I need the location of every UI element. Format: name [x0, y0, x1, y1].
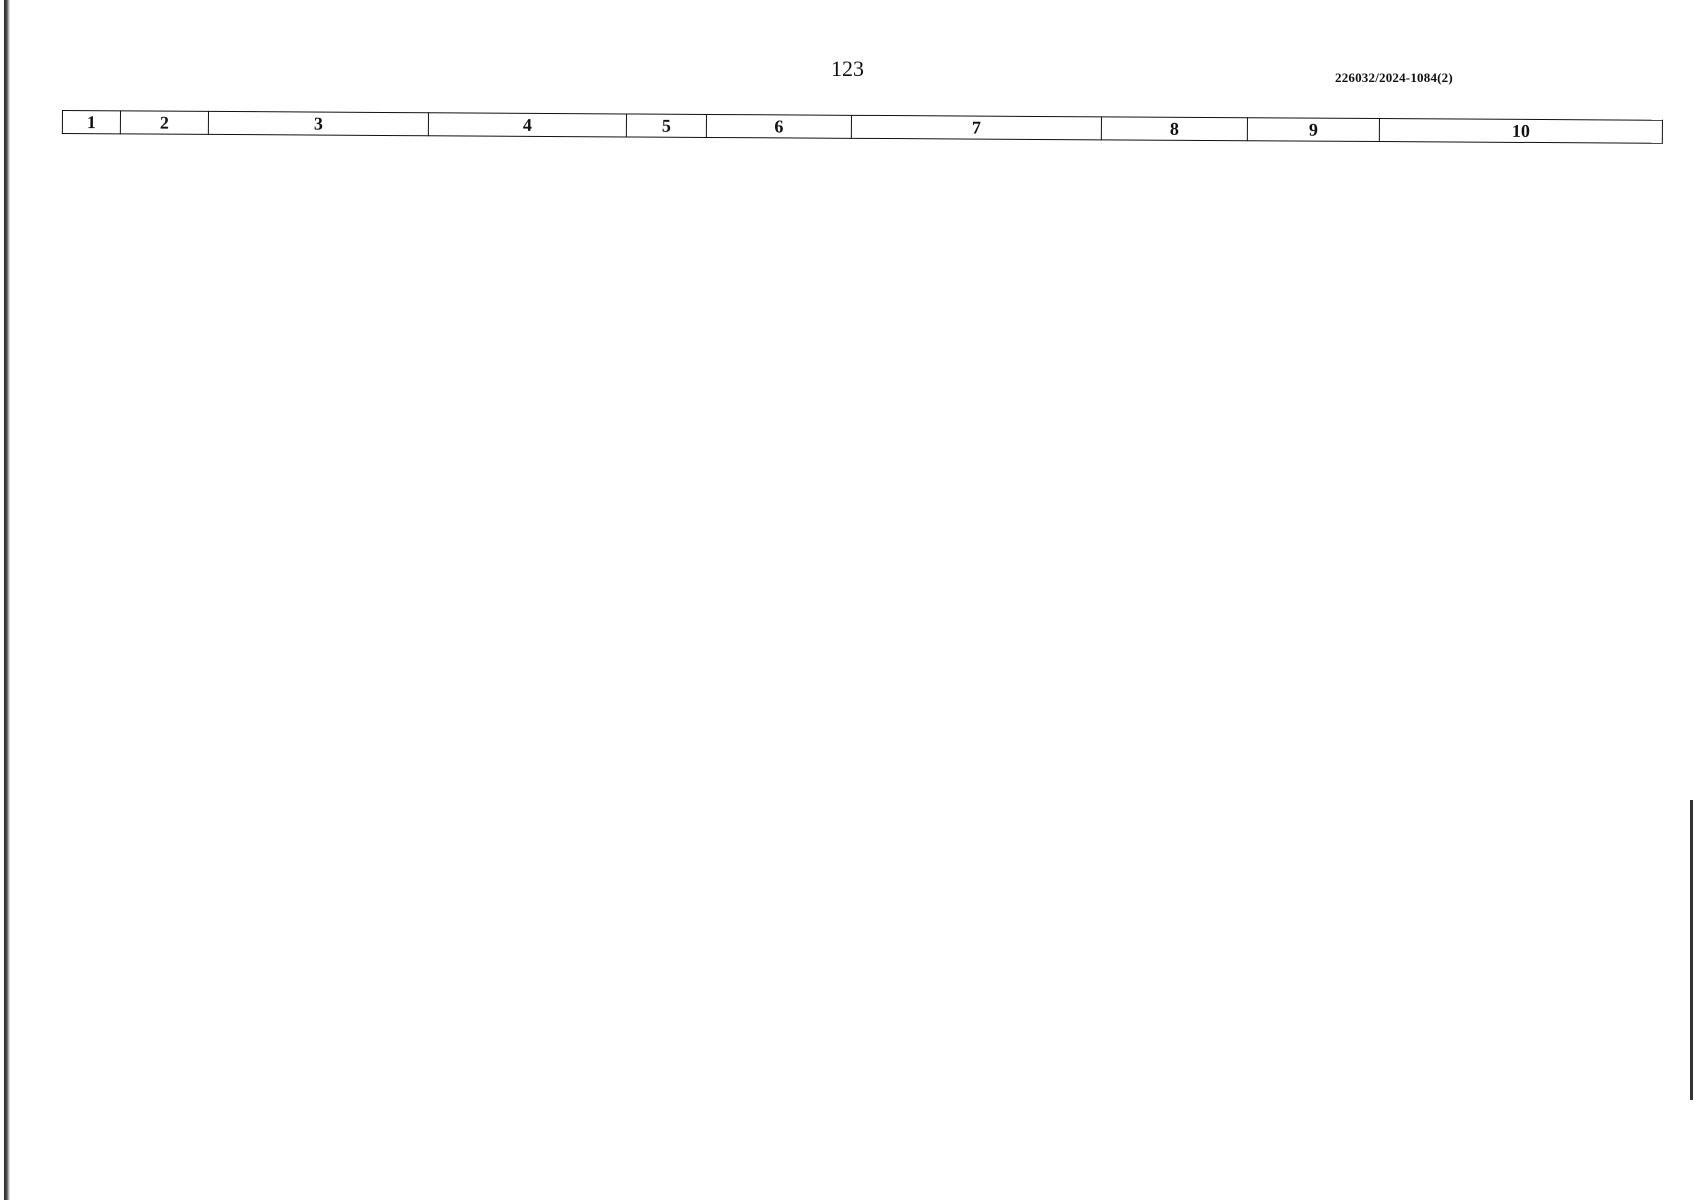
- table-container: [62, 110, 1663, 144]
- scan-edge-mark-right: [1690, 800, 1693, 1100]
- header-cell: 3: [208, 111, 428, 135]
- header-cell: 1: [62, 111, 120, 134]
- header-cell: 8: [1101, 117, 1247, 141]
- header-cell: 9: [1247, 118, 1379, 142]
- header-cell: 6: [706, 114, 851, 138]
- header-cell: 2: [120, 111, 208, 135]
- scan-edge-mark: [4, 0, 10, 1200]
- header-cell: 7: [851, 115, 1101, 140]
- procurement-table: [62, 110, 1663, 144]
- document-reference: 226032/2024-1084(2): [1335, 70, 1453, 85]
- header-cell: 10: [1379, 119, 1662, 144]
- header-cell: 4: [428, 113, 626, 137]
- page-number: 123: [831, 56, 864, 81]
- header-row: [62, 111, 1662, 144]
- header-cell: 5: [626, 114, 706, 137]
